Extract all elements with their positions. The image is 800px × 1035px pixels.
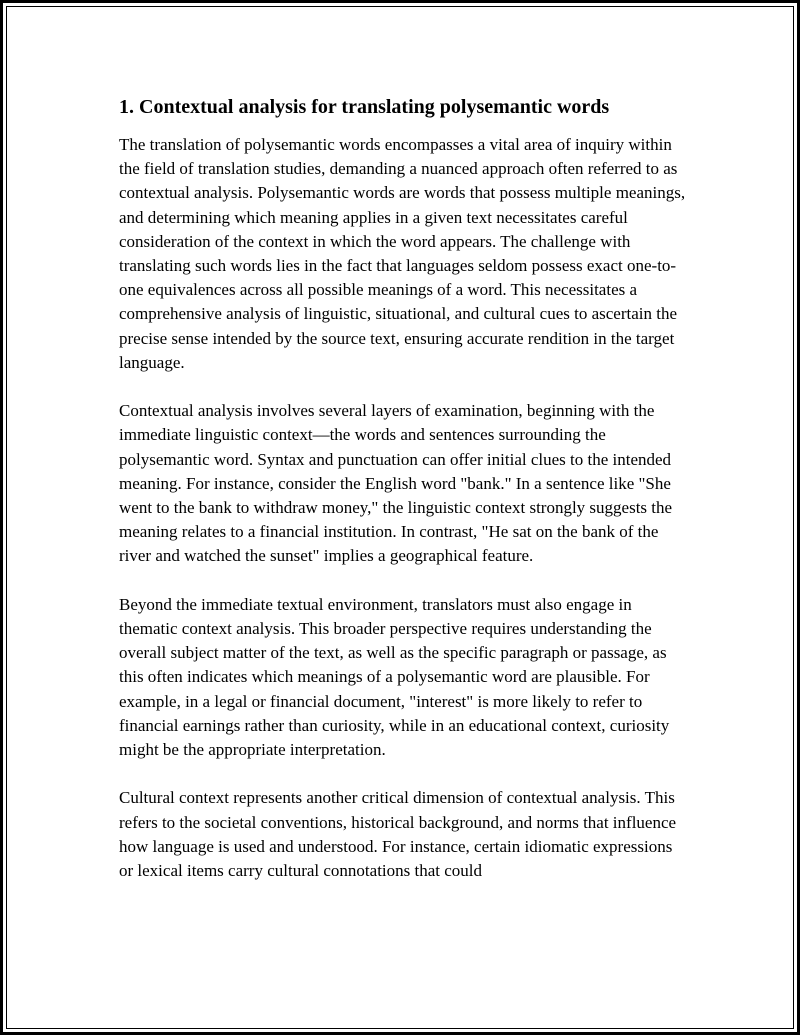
paragraph-4: Cultural context represents another critical dimension of contextual analysis. This refers to the societal conventions, historical background, and norms that influence how language is used and understood. For instance, certain idiomatic expressions or lexical items carry cultural connotations that could [119,788,677,881]
section-heading: 1. Contextual analysis for translating polysemantic words [119,96,610,118]
paragraph-2: Contextual analysis involves several layers of examination, beginning with the immediate linguistic context—the words and sentences surrounding the polysemantic word. Syntax and punctuation can offer initial clues to the intended meaning. For instance, consider the English word "bank." In a sentence like "She went to the bank to withdraw money," the linguistic context strongly suggests the meaning relates to a financial institution. In contrast, "He sat on the bank of the river and watched the sunset" implies a geographical feature. [119,401,673,566]
page-inner-border [6,6,794,1029]
paragraph-3: Beyond the immediate textual environment, translators must also engage in thematic context analysis. This broader perspective requires understanding the overall subject matter of the text, as well as the specific paragraph or passage, as this often indicates which meanings of a polysemantic word are plausible. For example, in a legal or financial document, "interest" is more likely to refer to financial earnings rather than curiosity, while in an educational context, curiosity might be the appropriate interpretation. [119,594,670,760]
paragraph-1: The translation of polysemantic words encompasses a vital area of inquiry within the field of translation studies, demanding a nuanced approach often referred to as contextual analysis. Polysemantic words are words that possess multiple meanings, and determining which meaning applies in a given text necessitates careful consideration of the context in which the word appears. The challenge with translating such words lies in the fact that languages seldom possess exact one-to-one equivalences across all possible meanings of a word. This necessitates a comprehensive analysis of linguistic, situational, and cultural cues to ascertain the precise sense intended by the source text, ensuring accurate rendition in the target language. [119,135,686,372]
document-body [119,93,689,907]
